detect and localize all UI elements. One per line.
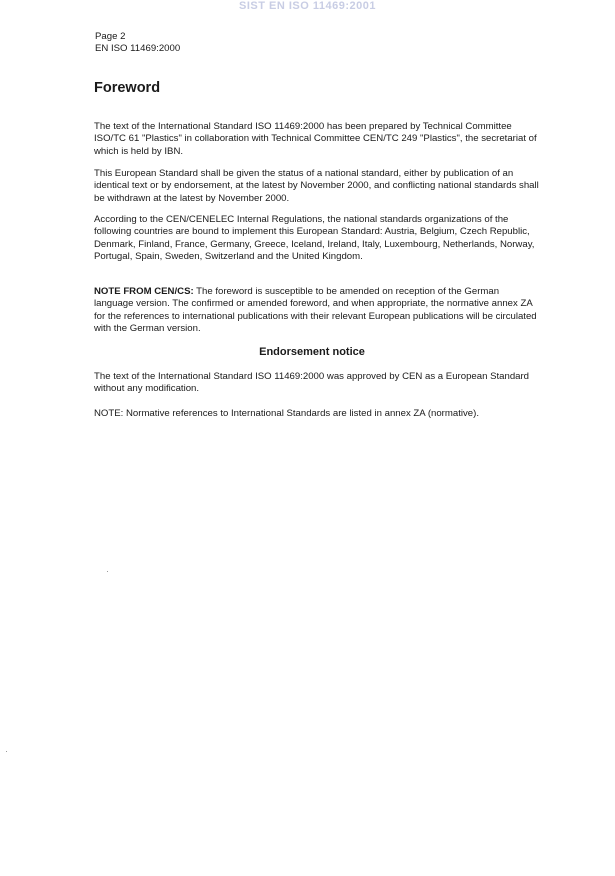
foreword-paragraph-3: According to the CEN/CENELEC Internal Regulations, the national standards organizations of the following countries are bound to implement this European Standard: Austria, Belgium, Czech Republic, Denmark, Finland, France, Germany, Greece, Iceland, Ireland, Italy, Luxembourg, Netherlands, Norway, Portugal, Spain, Sweden, Switzerland and the United Kingdom. <box>94 214 535 262</box>
document-watermark: SIST EN ISO 11469:2001 <box>239 0 376 12</box>
endorsement-paragraph: The text of the International Standard ISO 11469:2000 was approved by CEN as a European Standard without any modification. <box>94 371 530 395</box>
foreword-paragraph-2: This European Standard shall be given the status of a national standard, either by publication of an identical text or by endorsement, at the latest by November 2000, and conflicting national standards shall be withdrawn at the latest by November 2000. <box>94 168 539 204</box>
foreword-paragraph-1: The text of the International Standard ISO 11469:2000 has been prepared by Technical Committee ISO/TC 61 "Plastics" in collaboration with Technical Committee CEN/TC 249 "Plastics", the secretariat of which is held by IBN. <box>94 121 537 157</box>
note-text: The foreword is susceptible to be amended on reception of the German language version. The confirmed or amended foreword, and when appropriate, the normative annex ZA for the references to international publications with their relevant European publications will be circulated with the German version. <box>94 286 537 334</box>
scan-speck <box>107 571 108 572</box>
page-number: Page 2 <box>95 31 126 42</box>
page-header <box>95 31 180 55</box>
scan-speck <box>6 751 7 752</box>
foreword-note <box>94 286 539 335</box>
section-heading-foreword: Foreword <box>94 80 161 96</box>
endorsement-note: NOTE: Normative references to International Standards are listed in annex ZA (normative). <box>94 408 479 419</box>
document-id: EN ISO 11469:2000 <box>95 43 181 54</box>
note-label: NOTE FROM CEN/CS: <box>94 286 194 297</box>
section-heading-endorsement: Endorsement notice <box>259 346 365 358</box>
